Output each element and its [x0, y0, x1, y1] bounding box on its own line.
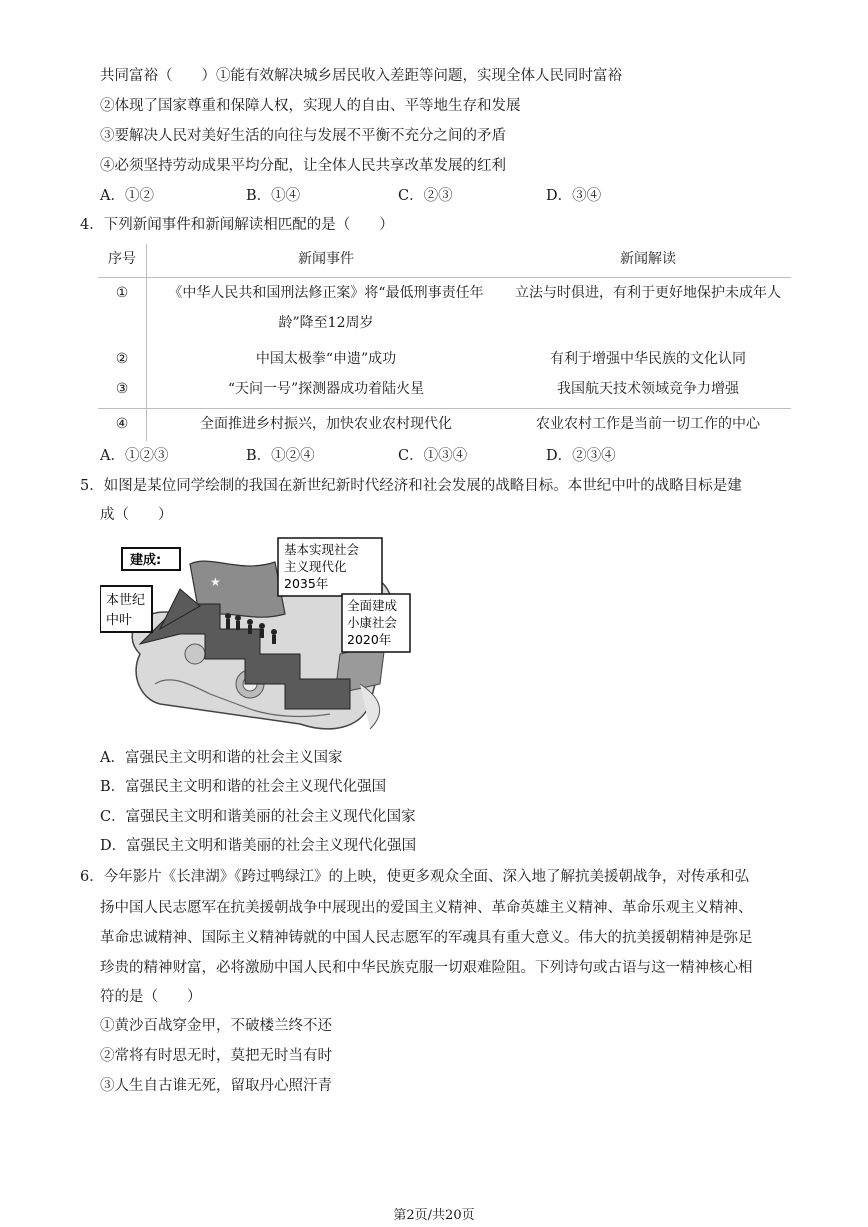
- row-reading: 立法与时俱进，有利于更好地保护未成年人: [515, 285, 781, 301]
- q4-option-d[interactable]: D．②③④: [546, 448, 616, 464]
- q5-option-b[interactable]: B．富强民主文明和谐的社会主义现代化强国: [100, 779, 387, 795]
- q4-stem: 4．下列新闻事件和新闻解读相匹配的是（ ）: [80, 217, 394, 233]
- label-midcentury-line1: 本世纪: [106, 593, 146, 608]
- q3-option-b[interactable]: B．①④: [246, 188, 301, 204]
- label-2020-line3: 2020年: [347, 632, 392, 647]
- q3-option-a[interactable]: A．①②: [100, 188, 154, 204]
- strategic-goal-figure: [100, 534, 414, 734]
- staircase-illustration: [100, 534, 414, 734]
- row-no: ④: [98, 409, 147, 442]
- row-event: “天问一号”探测器成功着陆火星: [147, 374, 506, 409]
- row-event: 《中华人民共和国刑法修正案》将“最低刑事责任年龄”降至12周岁: [168, 285, 484, 331]
- q6-stem-line1: 6．今年影片《长津湖》《跨过鸭绿江》的上映，使更多观众全面、深入地了解抗美援朝战争，对传承和弘: [80, 869, 749, 885]
- q4-option-c[interactable]: C．①③④: [398, 448, 468, 464]
- q3-statement-2: ②体现了国家尊重和保障人权，实现人的自由、平等地生存和发展: [100, 98, 521, 114]
- label-2035-line2: 主义现代化: [284, 559, 347, 574]
- table-row: [98, 278, 791, 345]
- q6-stem-line3: 革命忠诚精神、国际主义精神铸就的中国人民志愿军的军魂具有重大意义。伟大的抗美援朝精神是弥足: [100, 930, 753, 946]
- row-reading: 我国航天技术领域竞争力增强: [505, 374, 791, 409]
- table-row: [98, 374, 791, 409]
- q6-statement-3: ③人生自古谁无死，留取丹心照汗青: [100, 1078, 332, 1094]
- row-event: 中国太极拳“申遗”成功: [255, 351, 397, 367]
- label-2035-line3: 2035年: [284, 576, 329, 591]
- q5-option-c[interactable]: C．富强民主文明和谐美丽的社会主义现代化国家: [100, 809, 416, 825]
- table-row: [98, 409, 791, 442]
- q3-option-c[interactable]: C．②③: [398, 188, 453, 204]
- q3-statement-3: ③要解决人民对美好生活的向往与发展不平衡不充分之间的矛盾: [100, 128, 506, 144]
- page-number: 第2页/共20页: [393, 1208, 475, 1223]
- header-event: 新闻事件: [147, 244, 506, 278]
- table-row: [98, 344, 791, 374]
- q4-option-b[interactable]: B．①②④: [246, 448, 315, 464]
- row-no: ③: [98, 374, 147, 409]
- q5-stem-line2: 成（ ）: [100, 507, 173, 523]
- q3-option-d[interactable]: D．③④: [546, 188, 602, 204]
- header-no: 序号: [98, 244, 147, 278]
- q3-statement-4: ④必须坚持劳动成果平均分配，让全体人民共享改革发展的红利: [100, 158, 506, 174]
- row-no: ②: [98, 344, 147, 374]
- label-2020-line2: 小康社会: [347, 615, 398, 630]
- header-reading: 新闻解读: [505, 244, 791, 278]
- label-2035-line1: 基本实现社会: [284, 542, 360, 557]
- q6-statement-1: ①黄沙百战穿金甲，不破楼兰终不还: [100, 1018, 332, 1034]
- svg-text:★: ★: [210, 575, 221, 589]
- q6-statement-2: ②常将有时思无时，莫把无时当有时: [100, 1048, 332, 1064]
- label-2020-line1: 全面建成: [347, 598, 398, 613]
- row-reading: 农业农村工作是当前一切工作的中心: [536, 416, 760, 432]
- table-header-row: [98, 244, 791, 278]
- q6-stem-line4: 珍贵的精神财富，必将激励中国人民和中华民族克服一切艰难险阻。下列诗句或古语与这一精神核心相: [100, 960, 753, 976]
- q5-stem-line1: 5．如图是某位同学绘制的我国在新世纪新时代经济和社会发展的战略目标。本世纪中叶的战略目标是建: [80, 478, 742, 494]
- row-no: ①: [98, 278, 147, 345]
- q5-option-a[interactable]: A．富强民主文明和谐的社会主义国家: [100, 750, 343, 766]
- label-midcentury-line2: 中叶: [106, 613, 133, 628]
- q5-option-d[interactable]: D．富强民主文明和谐美丽的社会主义现代化强国: [100, 838, 417, 854]
- q4-option-a[interactable]: A．①②③: [100, 448, 169, 464]
- q3-stem-line: 共同富裕（ ）①能有效解决城乡居民收入差距等问题，实现全体人民同时富裕: [100, 68, 622, 84]
- news-table: [98, 244, 791, 441]
- q6-stem-line2: 扬中国人民志愿军在抗美援朝战争中展现出的爱国主义精神、革命英雄主义精神、革命乐观主义精神、: [100, 900, 753, 916]
- row-event: 全面推进乡村振兴，加快农业农村现代化: [200, 416, 452, 432]
- q6-stem-line5: 符的是（ ）: [100, 989, 202, 1005]
- label-build: 建成:: [130, 553, 162, 568]
- row-reading: 有利于增强中华民族的文化认同: [550, 351, 746, 367]
